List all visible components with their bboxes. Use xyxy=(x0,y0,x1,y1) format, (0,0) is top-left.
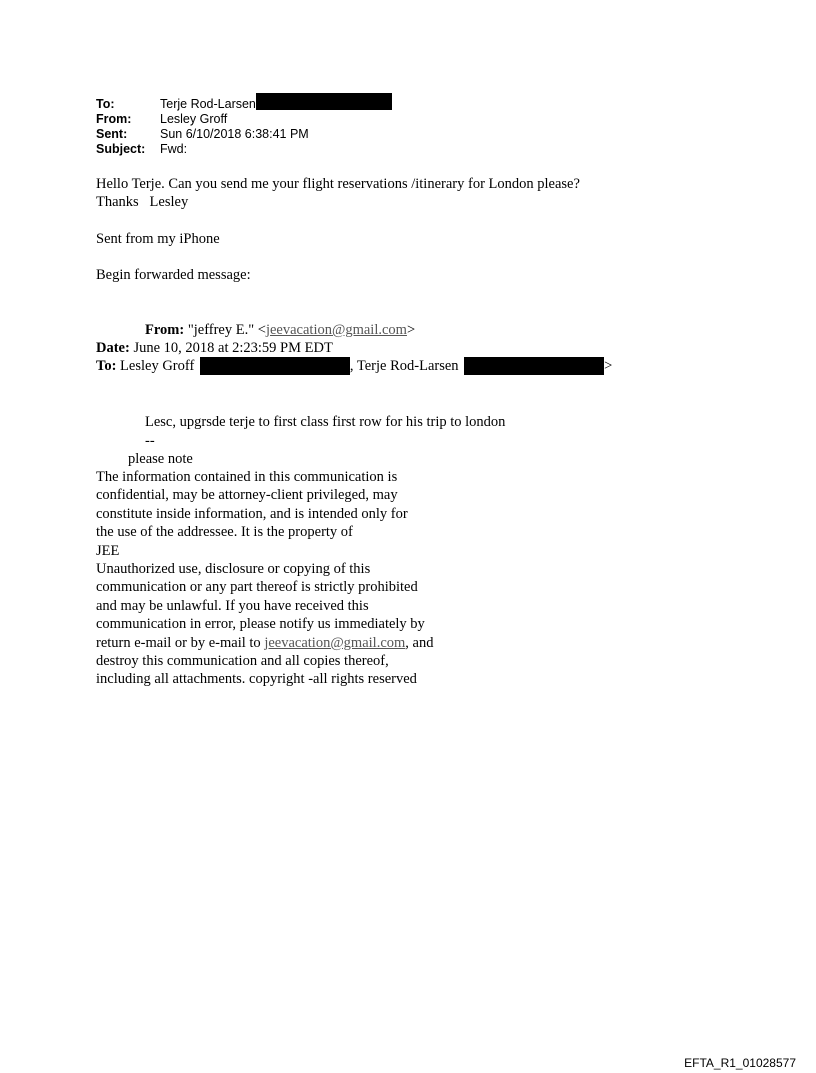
forwarded-from-line xyxy=(145,321,415,339)
disclaimer-line: the use of the addressee. It is the property of xyxy=(96,524,353,541)
disclaimer-line: destroy this communication and all copies thereof, xyxy=(96,653,389,670)
disclaimer-line: communication or any part thereof is strictly prohibited xyxy=(96,579,418,596)
body-line-1: Hello Terje. Can you send me your flight reservations /itinerary for London please? xyxy=(96,176,580,192)
forwarded-to-close: > xyxy=(604,358,613,374)
header-subject-row xyxy=(96,142,392,157)
forwarded-date-label: Date: xyxy=(96,340,130,356)
sent-from-line: Sent from my iPhone xyxy=(96,231,220,247)
disclaimer-return-line xyxy=(96,634,433,652)
disclaimer-line: constitute inside information, and is intended only for xyxy=(96,505,408,522)
redaction-box xyxy=(256,93,392,110)
to-value: Terje Rod-Larsen xyxy=(160,97,256,111)
disclaimer-line: communication in error, please notify us immediately by xyxy=(96,616,425,633)
subject-label: Subject: xyxy=(96,142,146,156)
forwarded-to-separator: , Terje Rod-Larsen xyxy=(349,358,459,374)
forwarded-to-name-1: Lesley Groff xyxy=(120,358,195,374)
forwarded-date-value: June 10, 2018 at 2:23:59 PM EDT xyxy=(133,340,333,356)
sent-value: Sun 6/10/2018 6:38:41 PM xyxy=(160,127,309,141)
disclaimer-line: including all attachments. copyright -all rights reserved xyxy=(96,671,417,688)
please-note-line: please note xyxy=(128,451,193,467)
forwarded-to-label: To: xyxy=(96,358,117,374)
disclaimer-return-email[interactable]: jeevacation@gmail.com xyxy=(264,634,406,651)
header-sent-row xyxy=(96,127,392,142)
disclaimer-line: JEE xyxy=(96,542,120,559)
to-label: To: xyxy=(96,97,115,111)
document-id: EFTA_R1_01028577 xyxy=(684,1056,796,1070)
disclaimer-line: Unauthorized use, disclosure or copying of this xyxy=(96,561,371,578)
redaction-box xyxy=(464,357,604,375)
message-body xyxy=(96,175,580,212)
sent-label: Sent: xyxy=(96,127,128,141)
forwarded-from-email[interactable]: jeevacation@gmail.com xyxy=(265,322,407,338)
signature-dash: -- xyxy=(145,433,155,449)
from-value: Lesley Groff xyxy=(160,112,228,126)
header-from-row xyxy=(96,112,392,127)
body-line-2: Thanks Lesley xyxy=(96,194,189,211)
from-label: From: xyxy=(96,112,132,126)
disclaimer-return-prefix: return e-mail or by e-mail to xyxy=(96,634,265,651)
subject-value: Fwd: xyxy=(160,142,188,156)
disclaimer-line: and may be unlawful. If you have received this xyxy=(96,597,369,614)
disclaimer-line: confidential, may be attorney-client privileged, may xyxy=(96,487,398,504)
forwarded-from-name: "jeffrey E." < xyxy=(187,322,266,338)
forwarded-date-line xyxy=(96,339,333,357)
forwarded-from-close: > xyxy=(406,322,416,338)
disclaimer-block xyxy=(96,468,433,689)
disclaimer-return-suffix: , and xyxy=(405,634,434,651)
forwarded-to-line xyxy=(96,357,612,375)
forwarded-message-text: Lesc, upgrsde terje to first class first row for his trip to london xyxy=(145,414,506,430)
forwarded-from-label: From: xyxy=(145,322,185,338)
disclaimer-line: The information contained in this communication is xyxy=(96,469,398,485)
redaction-box xyxy=(200,357,350,375)
email-header xyxy=(96,97,392,157)
begin-forwarded-line: Begin forwarded message: xyxy=(96,267,251,283)
header-to-row xyxy=(96,97,392,112)
